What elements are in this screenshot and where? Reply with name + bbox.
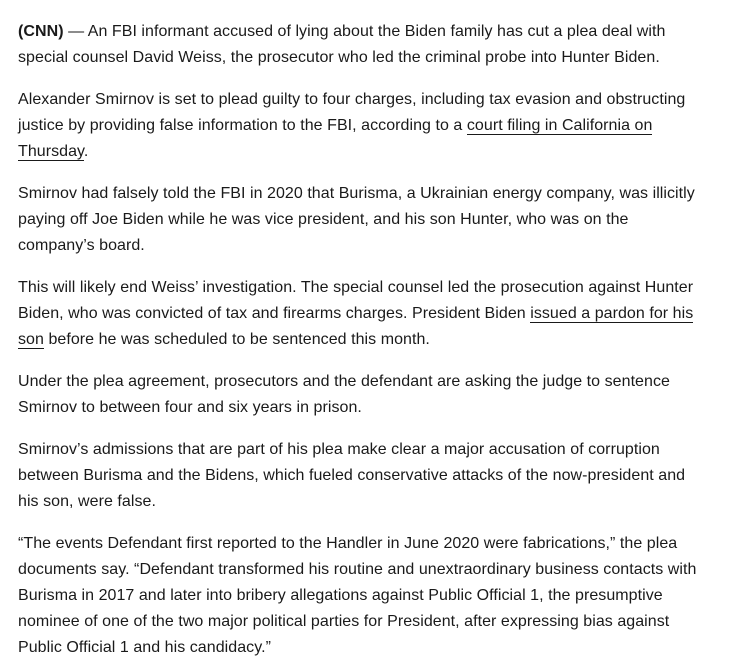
paragraph-text: Smirnov’s admissions that are part of his plea make clear a major accusation of corruption between Burisma and the Bidens, which fueled conservative attacks of the now-president and his son, were false. xyxy=(18,441,686,510)
paragraph-7 xyxy=(18,531,708,661)
paragraph-text: “The events Defendant first reported to the Handler in June 2020 were fabrications,” the plea documents say. “Defendant transformed his routine and unextraordinary business contacts with Burisma in 2017 and later into bribery allegations against Public Official 1, the presumptive nominee of one of the two major political parties for President, after expressing bias against Public Official 1 and his candidacy.” xyxy=(18,535,697,656)
paragraph-5 xyxy=(18,369,708,421)
paragraph-6 xyxy=(18,437,708,515)
paragraph-2 xyxy=(18,87,708,165)
paragraph-text: Smirnov had falsely told the FBI in 2020 that Burisma, a Ukrainian energy company, was illicitly paying off Joe Biden while he was vice president, and his son Hunter, who was on the company’s board. xyxy=(18,185,695,254)
paragraph-text: — An FBI informant accused of lying about the Biden family has cut a plea deal with special counsel David Weiss, the prosecutor who led the criminal probe into Hunter Biden. xyxy=(18,23,666,66)
pardon-link[interactable]: issued a pardon for his son xyxy=(18,305,694,348)
paragraph-text: Under the plea agreement, prosecutors and the defendant are asking the judge to sentence Smirnov to between four and six years in prison. xyxy=(18,373,670,416)
paragraph-text: This will likely end Weiss’ investigation. The special counsel led the prosecution against Hunter Biden, who was convicted of tax and firearms charges. President Biden xyxy=(18,279,694,322)
paragraph-text: . xyxy=(83,143,89,160)
paragraph-4 xyxy=(18,275,708,353)
paragraph-1 xyxy=(18,19,708,71)
paragraph-text: Alexander Smirnov is set to plead guilty to four charges, including tax evasion and obstructing justice by providing false information to the FBI, according to a xyxy=(18,91,686,134)
dateline: (CNN) xyxy=(18,23,64,40)
paragraph-text: before he was scheduled to be sentenced this month. xyxy=(43,331,430,348)
paragraph-3 xyxy=(18,181,708,259)
court-filing-link[interactable]: court filing in California on Thursday xyxy=(18,117,653,160)
article-body xyxy=(18,19,708,661)
